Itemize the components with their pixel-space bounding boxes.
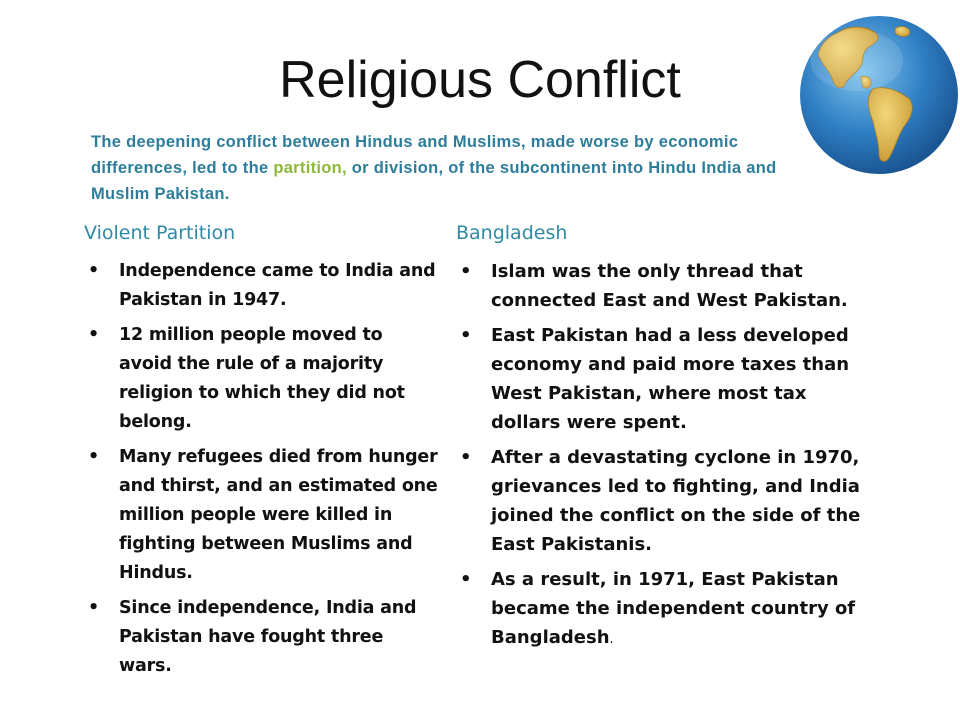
right-column xyxy=(456,222,866,660)
bullet-icon: • xyxy=(460,325,472,346)
list-item xyxy=(84,443,439,588)
list-item xyxy=(84,321,439,437)
list-item-text: Many refugees died from hunger and thirst, and an estimated one million people were killed in fighting between Muslims and Hindus. xyxy=(119,447,438,583)
bullet-icon: • xyxy=(88,447,99,467)
list-item-text: Since independence, India and Pakistan have fought three wars. xyxy=(119,598,417,676)
list-item xyxy=(456,565,866,654)
bullet-icon: • xyxy=(460,569,472,590)
list-item-text: Independence came to India and Pakistan in 1947. xyxy=(119,261,436,310)
right-column-heading: Bangladesh xyxy=(456,222,568,244)
list-item-text: After a devastating cyclone in 1970, grievances led to fighting, and India joined the conflict on the side of the East Pakistanis. xyxy=(491,447,861,555)
right-bullet-list xyxy=(456,257,866,654)
subtitle-text-end: or division, of the subcontinent into Hindu India and Muslim Pakistan. xyxy=(91,159,777,203)
list-item-text: East Pakistan had a less developed economy and paid more taxes than West Pakistan, where most tax dollars were spent. xyxy=(491,325,850,433)
left-column xyxy=(84,222,439,687)
bullet-icon: • xyxy=(460,261,472,282)
bullet-icon: • xyxy=(88,261,99,281)
slide-subtitle xyxy=(91,129,791,207)
left-column-heading: Violent Partition xyxy=(84,222,236,244)
bullet-icon: • xyxy=(460,447,472,468)
left-bullet-list xyxy=(84,257,439,681)
final-period: . xyxy=(609,632,614,647)
slide-title: Religious Conflict xyxy=(279,51,681,109)
list-item-text: As a result, in 1971, East Pakistan became the independent country of Bangladesh xyxy=(491,569,856,648)
list-item xyxy=(456,257,866,315)
subtitle-highlight-partition: partition, xyxy=(273,159,347,177)
list-item-text: Islam was the only thread that connected East and West Pakistan. xyxy=(491,261,848,311)
list-item xyxy=(84,257,439,315)
globe-americas-icon xyxy=(798,14,960,176)
subtitle-text-start: The deepening conflict between Hindus and Muslims, made worse by economic differences, led to the xyxy=(91,133,739,177)
list-item-text: 12 million people moved to avoid the rule of a majority religion to which they did not belong. xyxy=(119,325,405,432)
bullet-icon: • xyxy=(88,598,99,618)
list-item xyxy=(456,443,866,559)
list-item xyxy=(84,594,439,681)
list-item xyxy=(456,321,866,437)
bullet-icon: • xyxy=(88,325,99,345)
